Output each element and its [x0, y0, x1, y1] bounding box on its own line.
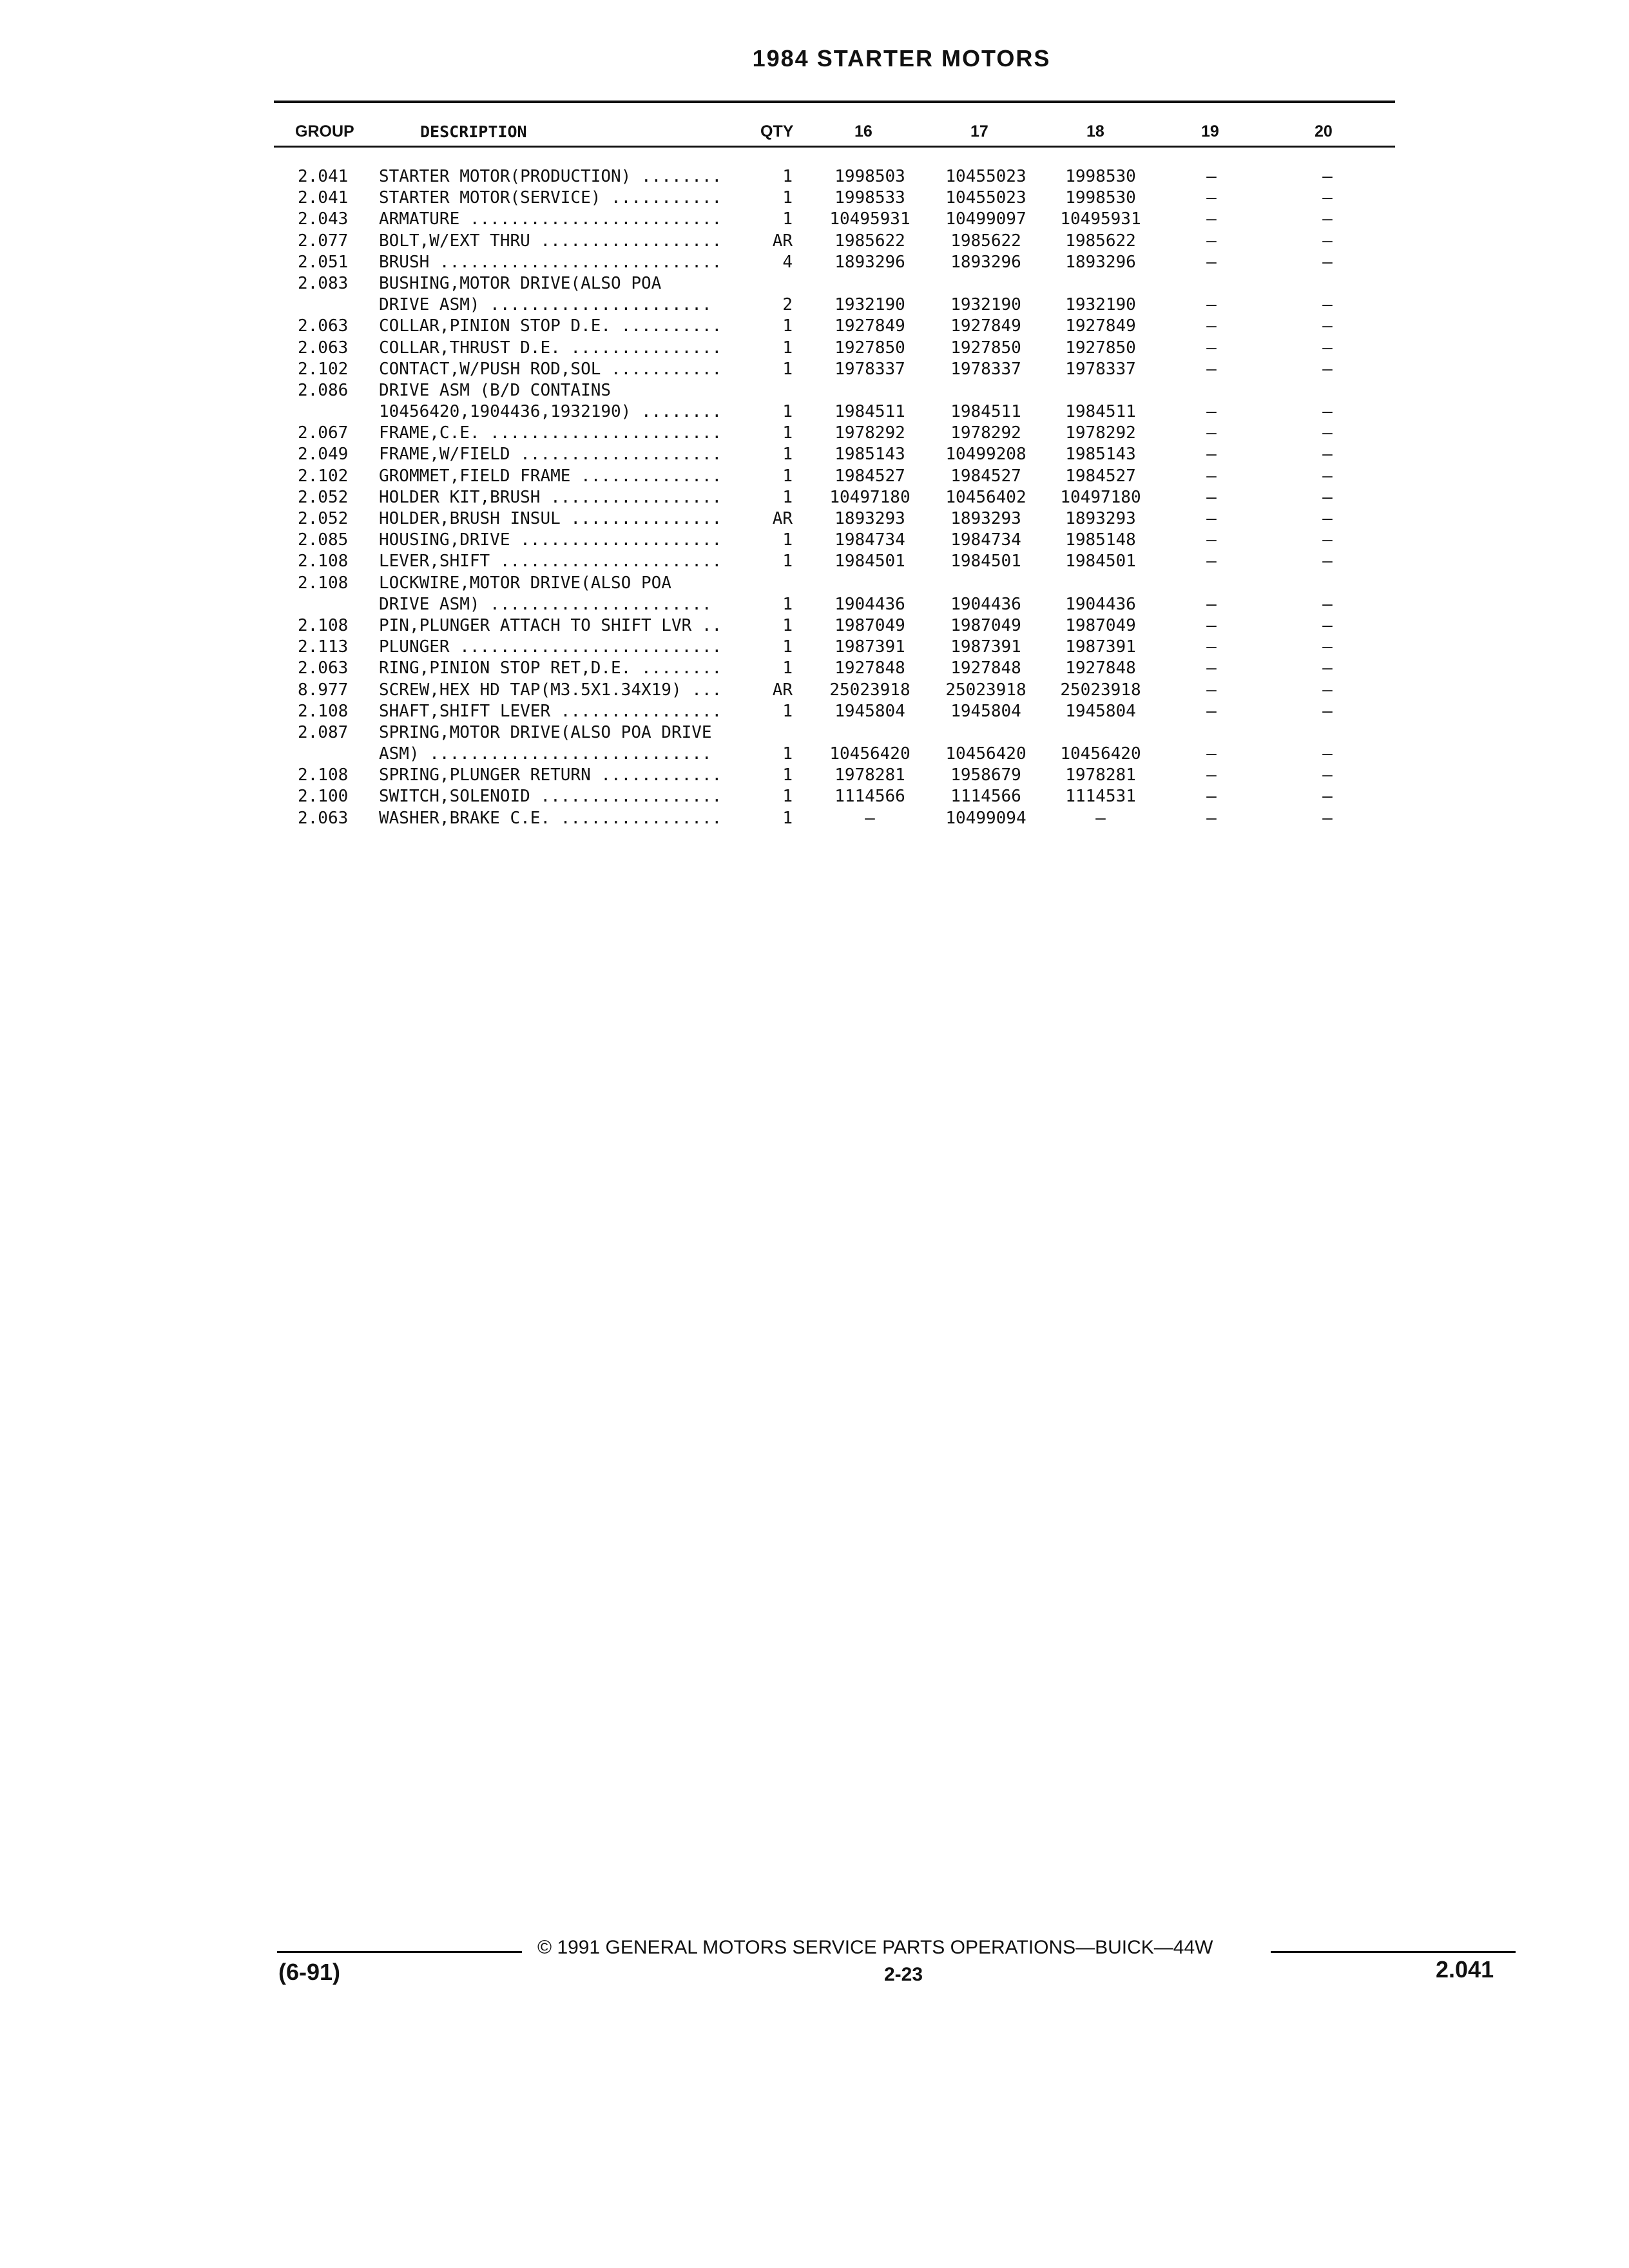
description-cell: HOUSING,DRIVE .................... [379, 530, 722, 550]
table-row [0, 637, 1629, 658]
part-19-cell: — [1206, 231, 1217, 251]
part-20-cell: — [1322, 701, 1333, 721]
table-row [0, 680, 1629, 701]
table-row [0, 444, 1629, 465]
part-17-cell: 1927848 [950, 658, 1021, 678]
part-19-cell: — [1206, 530, 1217, 550]
col-header-group: GROUP [295, 122, 354, 140]
table-row [0, 252, 1629, 273]
description-cell: COLLAR,PINION STOP D.E. .......... [379, 316, 722, 336]
part-19-cell: — [1206, 295, 1217, 315]
description-cell: PLUNGER .......................... [379, 637, 722, 657]
part-17-cell: 1958679 [950, 765, 1021, 785]
qty-cell: 1 [782, 487, 793, 507]
table-row [0, 338, 1629, 359]
description-cell: FRAME,W/FIELD .................... [379, 445, 722, 465]
group-cell: 2.052 [298, 487, 349, 507]
part-16-cell: 1984511 [834, 402, 905, 422]
table-row [0, 209, 1629, 230]
part-17-cell: 1987391 [950, 637, 1021, 657]
part-18-cell: 10495931 [1060, 209, 1141, 229]
qty-cell: 1 [782, 423, 793, 443]
part-20-cell: — [1322, 295, 1333, 315]
table-row [0, 316, 1629, 337]
table-row [0, 722, 1629, 744]
footer-section-number: 2.041 [1436, 1956, 1494, 1983]
part-19-cell: — [1206, 765, 1217, 785]
part-17-cell: 10456420 [945, 744, 1027, 764]
part-19-cell: — [1206, 402, 1217, 422]
part-20-cell: — [1322, 466, 1333, 486]
part-19-cell: — [1206, 359, 1217, 379]
part-19-cell: — [1206, 594, 1217, 614]
part-18-cell: 1927850 [1065, 338, 1136, 358]
part-16-cell: 1985143 [834, 445, 905, 465]
part-19-cell: — [1206, 658, 1217, 678]
part-19-cell: — [1206, 552, 1217, 572]
part-18-cell: 1893296 [1065, 252, 1136, 272]
group-cell: 2.041 [298, 167, 349, 186]
part-17-cell: 10455023 [945, 167, 1027, 186]
part-16-cell: — [865, 808, 875, 828]
qty-cell: 1 [782, 402, 793, 422]
table-row [0, 573, 1629, 594]
part-16-cell: 1945804 [834, 701, 905, 721]
part-20-cell: — [1322, 680, 1333, 700]
part-19-cell: — [1206, 680, 1217, 700]
part-18-cell: 1984527 [1065, 466, 1136, 486]
qty-cell: 1 [782, 316, 793, 336]
table-row [0, 231, 1629, 252]
group-cell: 2.067 [298, 423, 349, 443]
group-cell: 2.052 [298, 509, 349, 528]
part-18-cell: 1893293 [1065, 509, 1136, 528]
part-20-cell: — [1322, 658, 1333, 678]
footer-date-code: (6-91) [278, 1959, 341, 1985]
footer-right-rule [1271, 1951, 1516, 1953]
qty-cell: AR [772, 509, 793, 528]
part-19-cell: — [1206, 209, 1217, 229]
part-16-cell: 1932190 [834, 295, 905, 315]
footer-left-rule [277, 1951, 522, 1953]
part-18-cell: 1984501 [1065, 552, 1136, 572]
col-header-qty: QTY [760, 122, 794, 140]
part-20-cell: — [1322, 594, 1333, 614]
part-20-cell: — [1322, 402, 1333, 422]
part-16-cell: 1114566 [834, 787, 905, 807]
part-16-cell: 1893293 [834, 509, 905, 528]
part-20-cell: — [1322, 209, 1333, 229]
part-17-cell: 25023918 [945, 680, 1027, 700]
description-cell: GROMMET,FIELD FRAME .............. [379, 466, 722, 486]
table-row [0, 658, 1629, 679]
part-20-cell: — [1322, 552, 1333, 572]
group-cell: 2.102 [298, 359, 349, 379]
table-row [0, 423, 1629, 444]
description-cell: PIN,PLUNGER ATTACH TO SHIFT LVR .. [379, 615, 722, 635]
part-16-cell: 1927848 [834, 658, 905, 678]
part-17-cell: 1984501 [950, 552, 1021, 572]
part-17-cell: 10456402 [945, 487, 1027, 507]
part-20-cell: — [1322, 188, 1333, 208]
table-row [0, 786, 1629, 807]
group-cell: 2.041 [298, 188, 349, 208]
page-title: 1984 STARTER MOTORS [752, 45, 1051, 72]
qty-cell: 1 [782, 744, 793, 764]
col-header-16: 16 [854, 122, 872, 140]
table-row [0, 487, 1629, 508]
qty-cell: AR [772, 680, 793, 700]
part-17-cell: 1984527 [950, 466, 1021, 486]
table-row [0, 508, 1629, 530]
description-cell: DRIVE ASM) ...................... [379, 295, 712, 315]
part-20-cell: — [1322, 615, 1333, 635]
part-19-cell: — [1206, 487, 1217, 507]
table-row [0, 594, 1629, 615]
qty-cell: 1 [782, 615, 793, 635]
qty-cell: 1 [782, 765, 793, 785]
part-17-cell: 10499094 [945, 808, 1027, 828]
part-19-cell: — [1206, 509, 1217, 528]
description-cell: DRIVE ASM (B/D CONTAINS [379, 380, 612, 400]
part-19-cell: — [1206, 188, 1217, 208]
part-17-cell: 1932190 [950, 295, 1021, 315]
description-cell: FRAME,C.E. ....................... [379, 423, 722, 443]
table-row [0, 294, 1629, 316]
part-18-cell: 1978281 [1065, 765, 1136, 785]
table-row [0, 551, 1629, 572]
header-top-rule [274, 101, 1395, 103]
qty-cell: 1 [782, 658, 793, 678]
part-19-cell: — [1206, 615, 1217, 635]
group-cell: 2.108 [298, 701, 349, 721]
group-cell: 2.063 [298, 338, 349, 358]
group-cell: 2.113 [298, 637, 349, 657]
part-19-cell: — [1206, 744, 1217, 764]
description-cell: RING,PINION STOP RET,D.E. ........ [379, 658, 722, 678]
table-row [0, 808, 1629, 829]
footer-copyright: © 1991 GENERAL MOTORS SERVICE PARTS OPERATIONS—BUICK—44W [537, 1937, 1213, 1958]
part-17-cell: 1893293 [950, 509, 1021, 528]
part-20-cell: — [1322, 765, 1333, 785]
qty-cell: 1 [782, 701, 793, 721]
part-19-cell: — [1206, 701, 1217, 721]
part-17-cell: 1985622 [950, 231, 1021, 251]
part-17-cell: 1984734 [950, 530, 1021, 550]
part-20-cell: — [1322, 787, 1333, 807]
part-17-cell: 1978337 [950, 359, 1021, 379]
part-20-cell: — [1322, 744, 1333, 764]
qty-cell: AR [772, 231, 793, 251]
part-16-cell: 25023918 [829, 680, 911, 700]
part-17-cell: 1927850 [950, 338, 1021, 358]
part-16-cell: 1998533 [834, 188, 905, 208]
qty-cell: 4 [782, 252, 793, 272]
part-16-cell: 10495931 [829, 209, 911, 229]
part-18-cell: 10456420 [1060, 744, 1141, 764]
group-cell: 2.087 [298, 722, 349, 742]
part-16-cell: 1998503 [834, 167, 905, 186]
part-18-cell: 1998530 [1065, 167, 1136, 186]
table-row [0, 187, 1629, 209]
table-row [0, 530, 1629, 551]
description-cell: WASHER,BRAKE C.E. ................ [379, 808, 722, 828]
description-cell: BRUSH ............................ [379, 252, 722, 272]
qty-cell: 1 [782, 167, 793, 186]
col-header-17: 17 [970, 122, 988, 140]
part-17-cell: 1945804 [950, 701, 1021, 721]
description-cell: COLLAR,THRUST D.E. ............... [379, 338, 722, 358]
part-17-cell: 1978292 [950, 423, 1021, 443]
part-17-cell: 1893296 [950, 252, 1021, 272]
table-row [0, 359, 1629, 380]
group-cell: 2.100 [298, 787, 349, 807]
part-16-cell: 1987391 [834, 637, 905, 657]
part-18-cell: 1927848 [1065, 658, 1136, 678]
group-cell: 2.063 [298, 658, 349, 678]
group-cell: 2.051 [298, 252, 349, 272]
group-cell: 2.102 [298, 466, 349, 486]
part-16-cell: 1985622 [834, 231, 905, 251]
description-cell: HOLDER,BRUSH INSUL ............... [379, 509, 722, 528]
part-18-cell: 1978337 [1065, 359, 1136, 379]
part-16-cell: 10497180 [829, 487, 911, 507]
parts-table [0, 166, 1629, 829]
table-row [0, 765, 1629, 786]
group-cell: 2.077 [298, 231, 349, 251]
group-cell: 2.083 [298, 273, 349, 293]
part-18-cell: 1985148 [1065, 530, 1136, 550]
description-cell: STARTER MOTOR(SERVICE) ........... [379, 188, 722, 208]
table-row [0, 744, 1629, 765]
description-cell: DRIVE ASM) ...................... [379, 594, 712, 614]
part-19-cell: — [1206, 445, 1217, 465]
qty-cell: 1 [782, 359, 793, 379]
group-cell: 8.977 [298, 680, 349, 700]
part-16-cell: 1978337 [834, 359, 905, 379]
description-cell: LEVER,SHIFT ...................... [379, 552, 722, 572]
description-cell: CONTACT,W/PUSH ROD,SOL ........... [379, 359, 722, 379]
part-18-cell: 25023918 [1060, 680, 1141, 700]
group-cell: 2.063 [298, 316, 349, 336]
footer-page-number: 2-23 [884, 1964, 923, 1985]
qty-cell: 1 [782, 466, 793, 486]
part-18-cell: 1932190 [1065, 295, 1136, 315]
part-16-cell: 1978292 [834, 423, 905, 443]
part-20-cell: — [1322, 252, 1333, 272]
qty-cell: 1 [782, 637, 793, 657]
part-20-cell: — [1322, 509, 1333, 528]
col-header-19: 19 [1201, 122, 1219, 140]
part-17-cell: 10455023 [945, 188, 1027, 208]
part-18-cell: 1987391 [1065, 637, 1136, 657]
description-cell: BOLT,W/EXT THRU .................. [379, 231, 722, 251]
part-18-cell: 1985622 [1065, 231, 1136, 251]
part-18-cell: 1927849 [1065, 316, 1136, 336]
part-17-cell: 1114566 [950, 787, 1021, 807]
part-18-cell: 1985143 [1065, 445, 1136, 465]
part-18-cell: 1998530 [1065, 188, 1136, 208]
col-header-20: 20 [1315, 122, 1333, 140]
part-16-cell: 1984501 [834, 552, 905, 572]
table-row [0, 615, 1629, 637]
part-18-cell: 1114531 [1065, 787, 1136, 807]
qty-cell: 1 [782, 209, 793, 229]
group-cell: 2.108 [298, 765, 349, 785]
part-16-cell: 1904436 [834, 594, 905, 614]
table-row [0, 466, 1629, 487]
part-17-cell: 1904436 [950, 594, 1021, 614]
group-cell: 2.043 [298, 209, 349, 229]
part-16-cell: 1984734 [834, 530, 905, 550]
part-18-cell: 1904436 [1065, 594, 1136, 614]
description-cell: HOLDER KIT,BRUSH ................. [379, 487, 722, 507]
part-20-cell: — [1322, 316, 1333, 336]
table-row [0, 401, 1629, 423]
part-20-cell: — [1322, 445, 1333, 465]
group-cell: 2.108 [298, 615, 349, 635]
qty-cell: 1 [782, 445, 793, 465]
part-19-cell: — [1206, 808, 1217, 828]
description-cell: LOCKWIRE,MOTOR DRIVE(ALSO POA [379, 573, 671, 593]
description-cell: SHAFT,SHIFT LEVER ................ [379, 701, 722, 721]
part-18-cell: 10497180 [1060, 487, 1141, 507]
description-cell: SCREW,HEX HD TAP(M3.5X1.34X19) ... [379, 680, 722, 700]
part-19-cell: — [1206, 787, 1217, 807]
qty-cell: 1 [782, 530, 793, 550]
part-17-cell: 10499208 [945, 445, 1027, 465]
table-row [0, 380, 1629, 401]
part-20-cell: — [1322, 167, 1333, 186]
group-cell: 2.086 [298, 380, 349, 400]
qty-cell: 2 [782, 295, 793, 315]
group-cell: 2.049 [298, 445, 349, 465]
qty-cell: 1 [782, 338, 793, 358]
table-row [0, 166, 1629, 187]
part-16-cell: 1978281 [834, 765, 905, 785]
part-18-cell: — [1095, 808, 1106, 828]
group-cell: 2.063 [298, 808, 349, 828]
part-16-cell: 1927849 [834, 316, 905, 336]
part-19-cell: — [1206, 316, 1217, 336]
part-19-cell: — [1206, 167, 1217, 186]
part-19-cell: — [1206, 252, 1217, 272]
part-20-cell: — [1322, 423, 1333, 443]
header-bottom-rule [274, 146, 1395, 148]
part-17-cell: 1927849 [950, 316, 1021, 336]
part-17-cell: 10499097 [945, 209, 1027, 229]
part-20-cell: — [1322, 808, 1333, 828]
part-20-cell: — [1322, 487, 1333, 507]
part-20-cell: — [1322, 637, 1333, 657]
part-19-cell: — [1206, 423, 1217, 443]
part-18-cell: 1945804 [1065, 701, 1136, 721]
description-cell: SWITCH,SOLENOID .................. [379, 787, 722, 807]
part-19-cell: — [1206, 338, 1217, 358]
table-row [0, 273, 1629, 294]
table-row [0, 701, 1629, 722]
part-16-cell: 10456420 [829, 744, 911, 764]
part-18-cell: 1987049 [1065, 615, 1136, 635]
col-header-18: 18 [1086, 122, 1104, 140]
description-cell: BUSHING,MOTOR DRIVE(ALSO POA [379, 273, 662, 293]
part-20-cell: — [1322, 231, 1333, 251]
description-cell: ARMATURE ......................... [379, 209, 722, 229]
part-19-cell: — [1206, 466, 1217, 486]
qty-cell: 1 [782, 787, 793, 807]
qty-cell: 1 [782, 188, 793, 208]
part-18-cell: 1984511 [1065, 402, 1136, 422]
part-16-cell: 1927850 [834, 338, 905, 358]
part-17-cell: 1987049 [950, 615, 1021, 635]
group-cell: 2.108 [298, 552, 349, 572]
col-header-description: DESCRIPTION [420, 122, 527, 141]
part-17-cell: 1984511 [950, 402, 1021, 422]
part-16-cell: 1987049 [834, 615, 905, 635]
part-16-cell: 1984527 [834, 466, 905, 486]
qty-cell: 1 [782, 808, 793, 828]
part-20-cell: — [1322, 359, 1333, 379]
description-cell: ASM) ............................ [379, 744, 712, 764]
group-cell: 2.108 [298, 573, 349, 593]
qty-cell: 1 [782, 594, 793, 614]
part-16-cell: 1893296 [834, 252, 905, 272]
description-cell: SPRING,PLUNGER RETURN ............ [379, 765, 722, 785]
part-20-cell: — [1322, 338, 1333, 358]
description-cell: 10456420,1904436,1932190) ........ [379, 402, 722, 422]
description-cell: SPRING,MOTOR DRIVE(ALSO POA DRIVE [379, 722, 712, 742]
description-cell: STARTER MOTOR(PRODUCTION) ........ [379, 167, 722, 186]
part-18-cell: 1978292 [1065, 423, 1136, 443]
qty-cell: 1 [782, 552, 793, 572]
part-19-cell: — [1206, 637, 1217, 657]
part-20-cell: — [1322, 530, 1333, 550]
group-cell: 2.085 [298, 530, 349, 550]
